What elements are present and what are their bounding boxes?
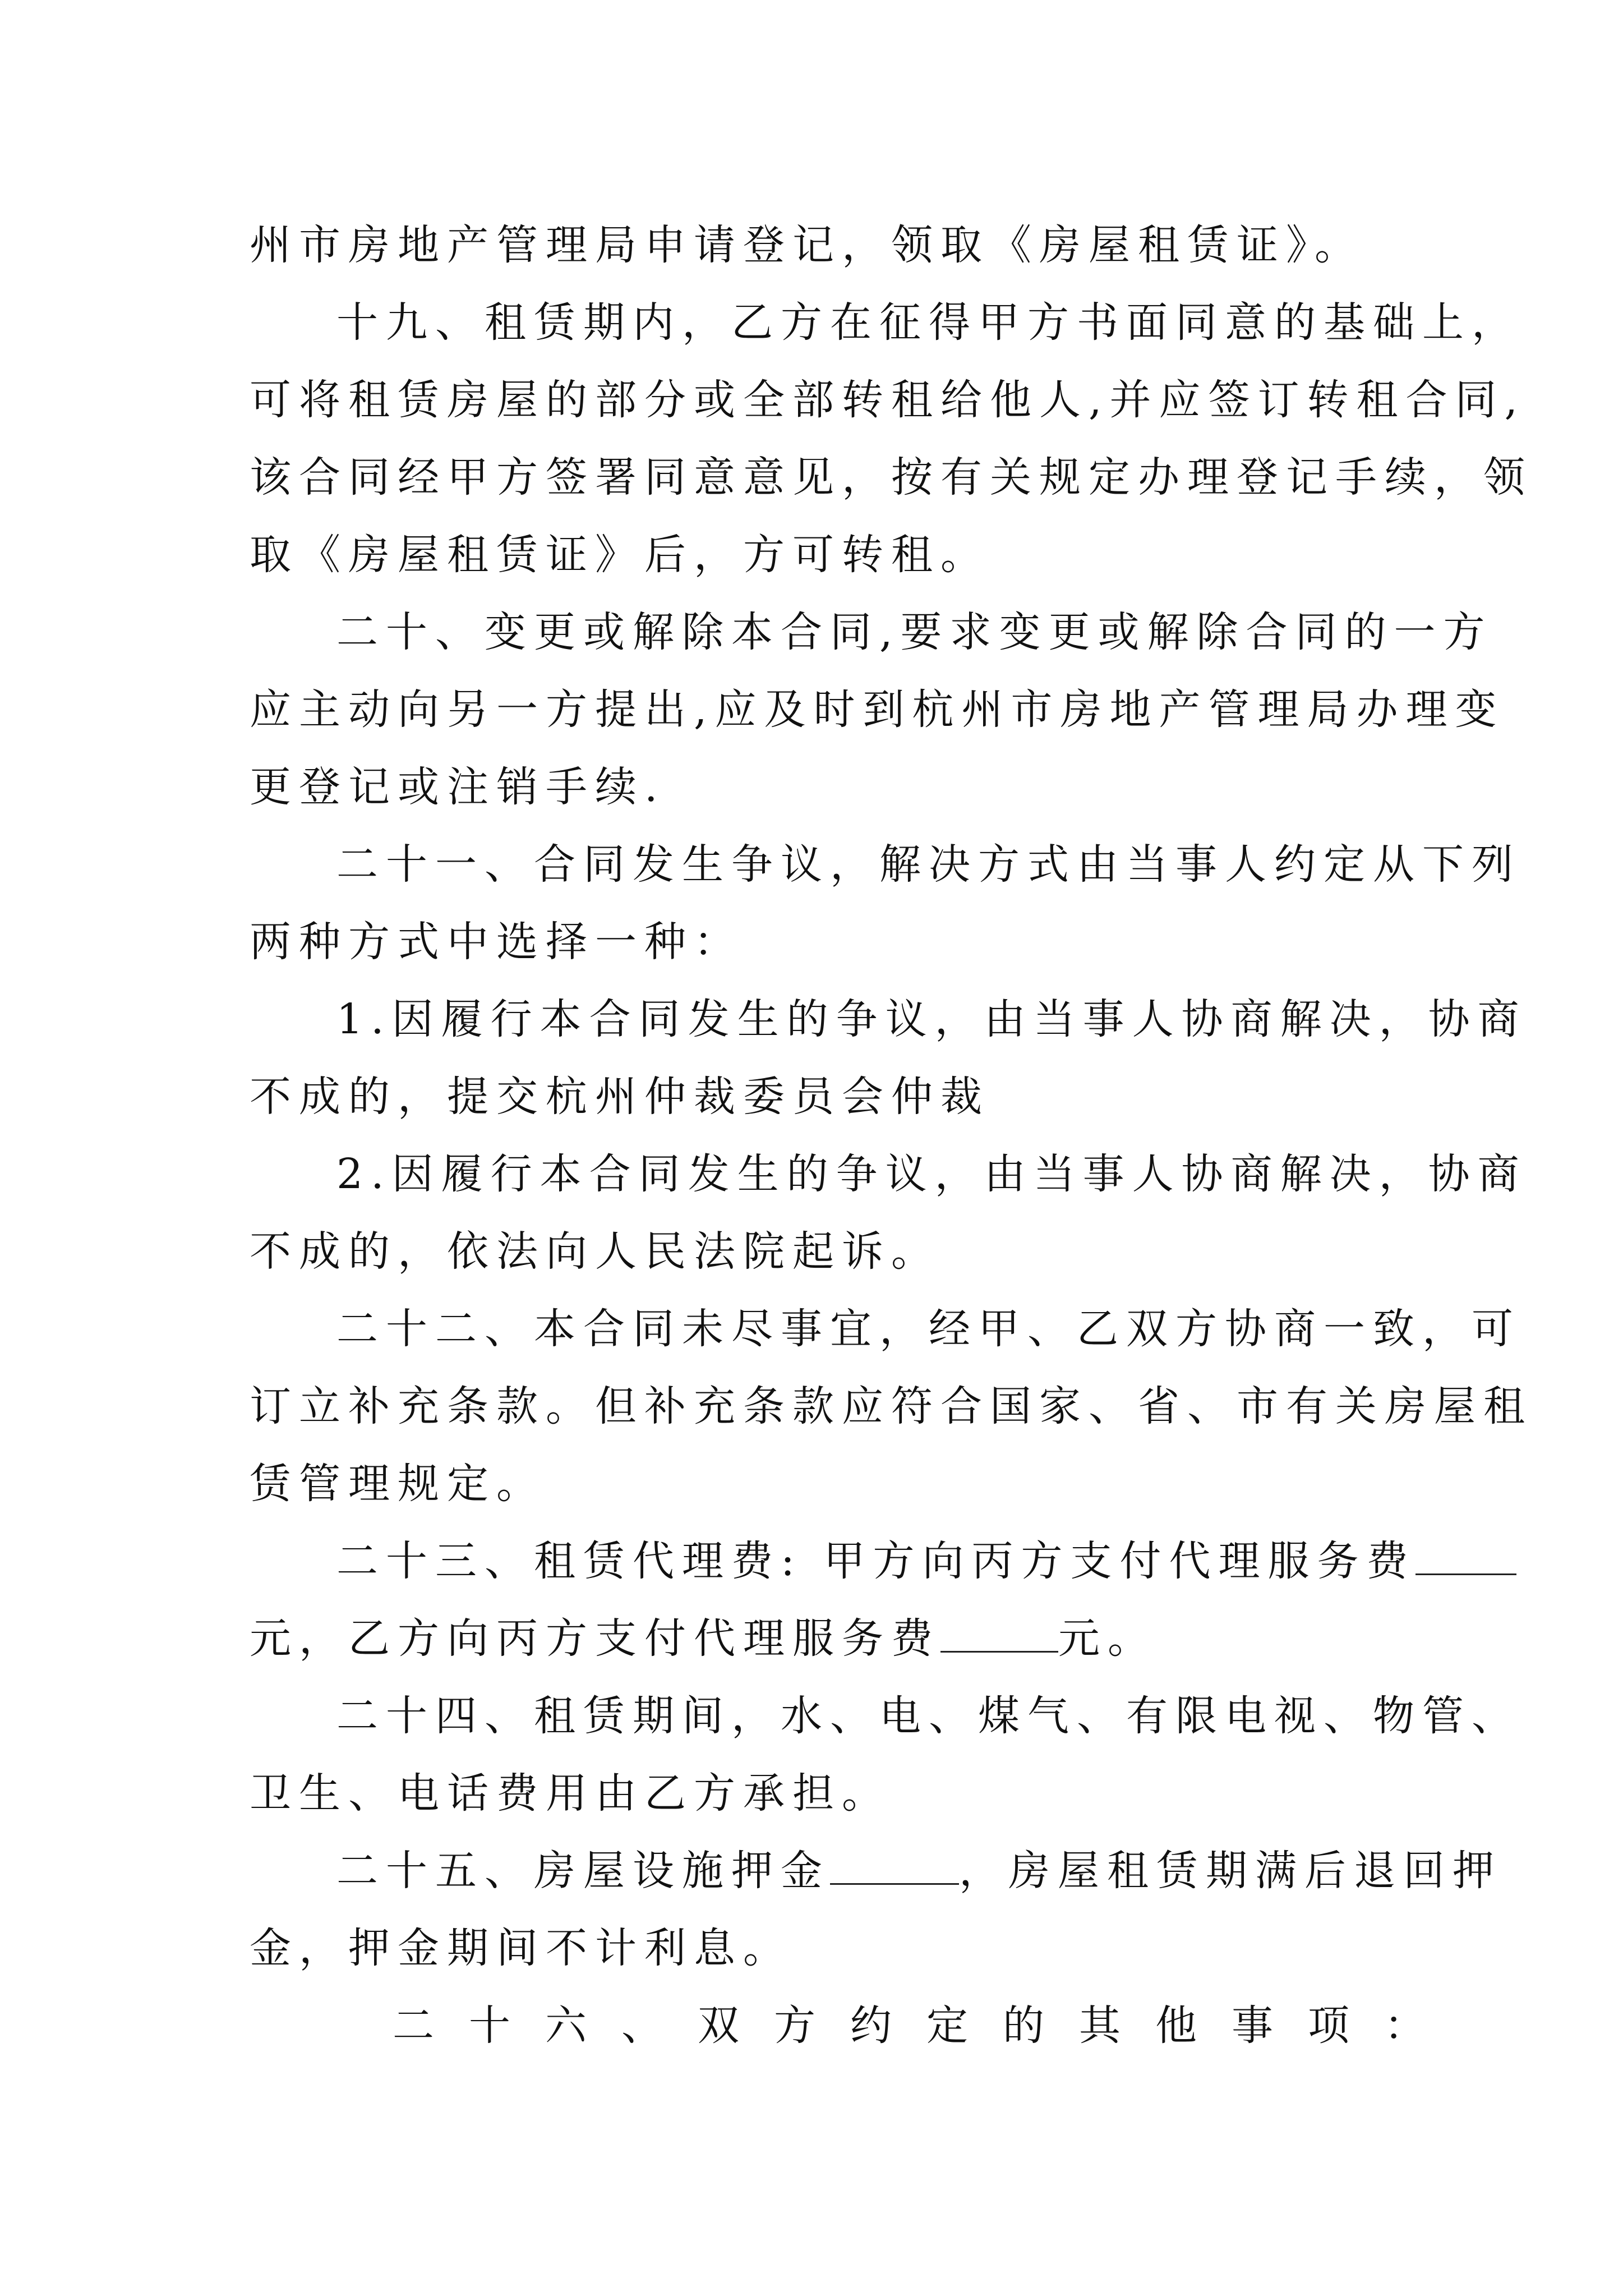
text-line: 二十、变更或解除本合同,要求变更或解除合同的一方 <box>336 608 1493 656</box>
text-line: 二十四、租赁期间，水、电、煤气、有限电视、物管、 <box>336 1692 1521 1740</box>
text-line: 更登记或注销手续. <box>250 763 666 811</box>
fee-blank-party-b <box>940 1617 1058 1653</box>
fee-clause-text: 二十三、租赁代理费: 甲方向丙方支付代理服务费 <box>336 1537 1416 1585</box>
fee-clause-text: 元，乙方向丙方支付代理服务费 <box>250 1614 940 1663</box>
text-line: 二十二、本合同未尽事宜，经甲、乙双方协商一致，可 <box>336 1305 1521 1353</box>
text-line: 不成的，依法向人民法院起诉。 <box>250 1227 940 1276</box>
deposit-clause-text: ，房屋租赁期满后退回押 <box>959 1847 1502 1895</box>
fee-blank-party-a <box>1415 1540 1516 1575</box>
text-line: 可将租赁房屋的部分或全部转租给他人,并应签订转租合同, <box>250 376 1526 424</box>
text-line: 1.因履行本合同发生的争议，由当事人协商解决，协商 <box>336 995 1527 1043</box>
text-line: 十九、租赁期内，乙方在征得甲方书面同意的基础上， <box>336 298 1521 347</box>
text-line: 金，押金期间不计利息。 <box>250 1924 792 1972</box>
deposit-clause-text: 二十五、房屋设施押金 <box>336 1847 830 1895</box>
text-line <box>336 1846 1502 1896</box>
fee-clause-text: 元。 <box>1058 1614 1157 1663</box>
text-line: 州市房地产管理局申请登记，领取《房屋租赁证》。 <box>250 221 1364 269</box>
deposit-blank <box>830 1849 959 1885</box>
text-line: 取《房屋租赁证》后，方可转租。 <box>250 531 990 579</box>
text-line: 应主动向另一方提出,应及时到杭州市房地产管理局办理变 <box>250 685 1505 734</box>
text-line: 2.因履行本合同发生的争议，由当事人协商解决，协商 <box>336 1150 1527 1198</box>
text-line: 该合同经甲方签署同意意见，按有关规定办理登记手续，领 <box>250 453 1533 501</box>
text-line <box>336 1536 1516 1586</box>
text-line <box>250 1613 1157 1664</box>
text-line: 卫生、电话费用由乙方承担。 <box>250 1769 891 1818</box>
text-line: 订立补充条款。但补充条款应符合国家、省、市有关房屋租 <box>250 1382 1533 1430</box>
text-line: 两种方式中选择一种： <box>250 918 743 966</box>
text-line: 二十一、合同发生争议，解决方式由当事人约定从下列 <box>336 840 1521 889</box>
text-line: 二十六、双方约定的其他事项： <box>393 2001 1460 2050</box>
text-line: 不成的，提交杭州仲裁委员会仲裁 <box>250 1073 990 1121</box>
text-line: 赁管理规定。 <box>250 1460 546 1508</box>
